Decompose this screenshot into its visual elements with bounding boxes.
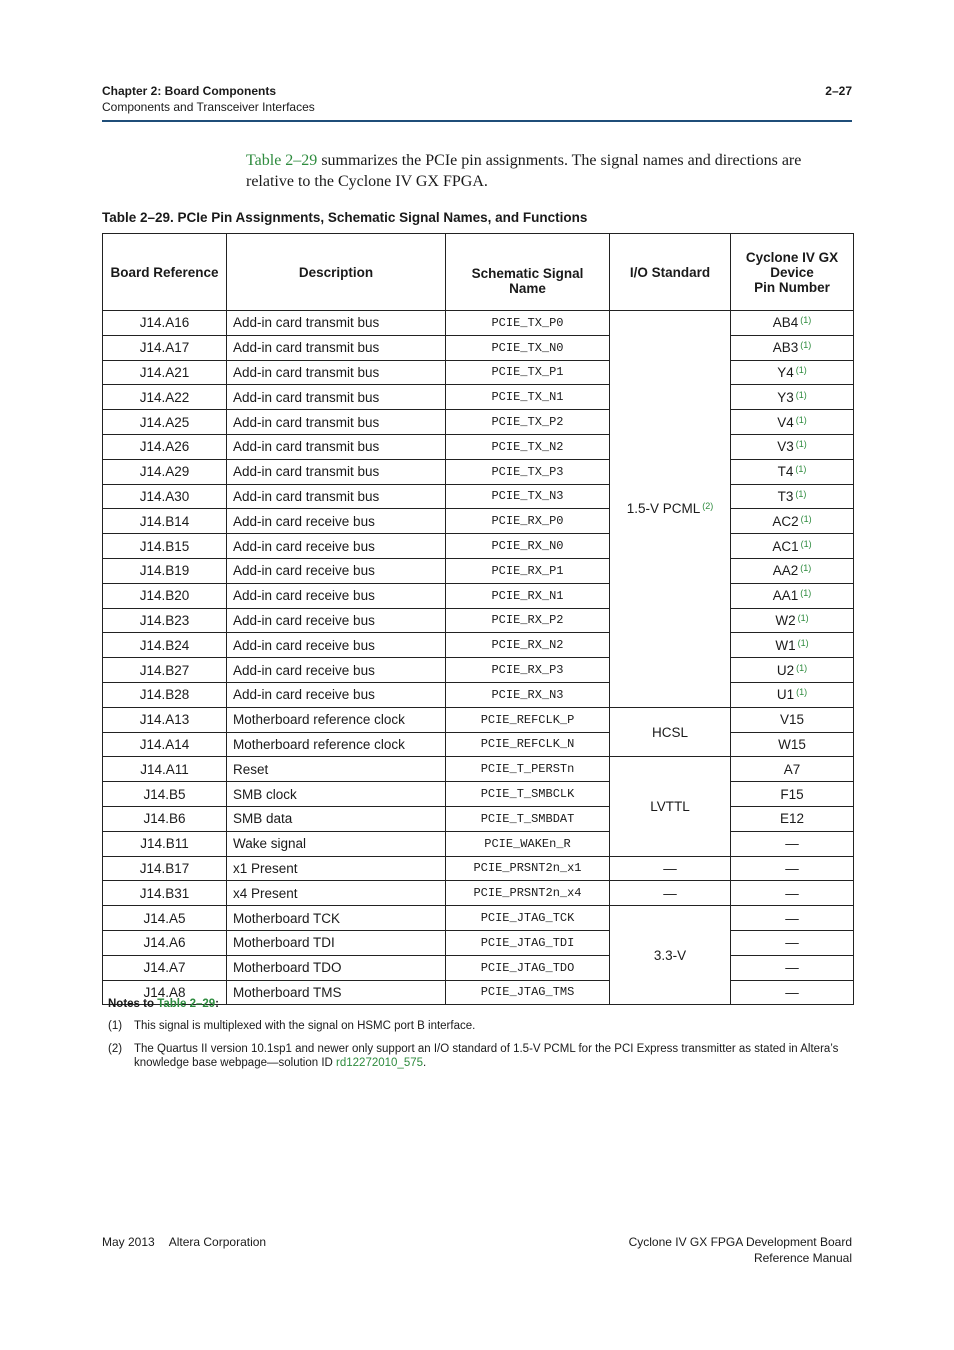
signal-name-cell: PCIE_T_SMBCLK [446,782,610,807]
notes-table-link[interactable]: Table 2–29 [157,998,216,1010]
header-io-standard: I/O Standard [610,234,731,311]
board-reference-cell: J14.B27 [103,658,227,683]
board-reference-cell: J14.B6 [103,806,227,831]
signal-name-cell: PCIE_T_PERSTn [446,757,610,782]
description-cell: Add-in card receive bus [227,583,446,608]
table-row [103,534,854,559]
footnote-ref[interactable]: (1) [800,513,812,524]
board-reference-cell: J14.A17 [103,335,227,360]
board-reference-cell: J14.A8 [103,980,227,1005]
pin-number-cell: — [731,980,854,1005]
table-row [103,335,854,360]
footer-company: Altera Corporation [168,1235,267,1249]
footnote-ref[interactable]: (1) [800,563,812,574]
board-reference-cell: J14.B5 [103,782,227,807]
table-header-row [103,234,854,311]
io-standard-cell: — [610,856,731,881]
signal-name-cell: PCIE_TX_N3 [446,484,610,509]
board-reference-cell: J14.A22 [103,385,227,410]
board-reference-cell: J14.B14 [103,509,227,534]
board-reference-cell: J14.B19 [103,558,227,583]
description-cell: Add-in card transmit bus [227,360,446,385]
table-row [103,608,854,633]
footnote-ref[interactable]: (1) [797,612,809,623]
table-row [103,682,854,707]
pin-number-cell: AB3 $^{(1)}$ [731,335,854,360]
table-row [103,757,854,782]
table-notes [108,998,852,1070]
footnote-ref[interactable]: (1) [800,340,812,351]
signal-name-cell: PCIE_TX_P1 [446,360,610,385]
header-rule [102,120,852,122]
io-standard-cell: 1.5-V PCML $^{(2)}$ [610,311,731,708]
description-cell: Add-in card transmit bus [227,385,446,410]
footnote-ref[interactable]: (1) [796,662,808,673]
footnote-ref[interactable]: (1) [795,389,807,400]
signal-name-cell: PCIE_TX_N0 [446,335,610,360]
footnote-ref[interactable]: (1) [800,538,812,549]
footnote-ref[interactable]: (1) [796,687,808,698]
signal-name-cell: PCIE_RX_P1 [446,558,610,583]
description-cell: Add-in card transmit bus [227,311,446,336]
table-row [103,484,854,509]
io-standard-cell: 3.3-V [610,906,731,1005]
pin-number-cell: Y3 $^{(1)}$ [731,385,854,410]
table-row [103,732,854,757]
pin-number-cell: Y4 $^{(1)}$ [731,360,854,385]
description-cell: Reset [227,757,446,782]
board-reference-cell: J14.B31 [103,881,227,906]
pin-number-cell: T3 $^{(1)}$ [731,484,854,509]
note-2: (2) The Quartus II version 10.1sp1 and newer only support an I/O standard of 1.5-V PCML for the PCI Express transmitter as stated in Altera’s knowledge base webpage—solution ID rd12272010_575. [108,1043,839,1069]
description-cell: Add-in card receive bus [227,558,446,583]
table-reference-link[interactable]: Table 2–29 [246,152,318,169]
description-cell: SMB data [227,806,446,831]
description-cell: Motherboard TDI [227,930,446,955]
intro-paragraph [246,150,852,192]
board-reference-cell: J14.A21 [103,360,227,385]
description-cell: Add-in card receive bus [227,608,446,633]
board-reference-cell: J14.A14 [103,732,227,757]
description-cell: Add-in card transmit bus [227,434,446,459]
table-row [103,955,854,980]
signal-name-cell: PCIE_RX_N0 [446,534,610,559]
pin-number-cell: T4 $^{(1)}$ [731,459,854,484]
table-row [103,558,854,583]
signal-name-cell: PCIE_RX_P2 [446,608,610,633]
signal-name-cell: PCIE_TX_N2 [446,434,610,459]
footnote-ref[interactable]: (1) [800,588,812,599]
pin-number-cell: — [731,856,854,881]
pin-number-cell: AA1 $^{(1)}$ [731,583,854,608]
table-row [103,633,854,658]
description-cell: SMB clock [227,782,446,807]
table-row [103,930,854,955]
description-cell: Add-in card transmit bus [227,410,446,435]
pin-number-cell: F15 [731,782,854,807]
board-reference-cell: J14.A6 [103,930,227,955]
table-row [103,311,854,336]
board-reference-cell: J14.B15 [103,534,227,559]
board-reference-cell: J14.A16 [103,311,227,336]
table-row [103,658,854,683]
pin-number-cell: — [731,906,854,931]
board-reference-cell: J14.B24 [103,633,227,658]
table-row [103,410,854,435]
pin-number-cell: — [731,955,854,980]
table-row [103,831,854,856]
footnote-ref[interactable]: (2) [702,501,714,512]
pin-assignment-table [102,233,854,1005]
page-header [102,84,852,114]
notes-title: Notes to Table 2–29: [108,998,220,1010]
io-standard-cell: LVTTL [610,757,731,856]
signal-name-cell: PCIE_JTAG_TCK [446,906,610,931]
board-reference-cell: J14.B11 [103,831,227,856]
page-footer [102,1234,852,1265]
header-signal-name: Schematic Signal Name [446,234,610,311]
signal-name-cell: PCIE_JTAG_TMS [446,980,610,1005]
board-reference-cell: J14.A26 [103,434,227,459]
pin-number-cell: AA2 $^{(1)}$ [731,558,854,583]
description-cell: Motherboard reference clock [227,707,446,732]
signal-name-cell: PCIE_JTAG_TDI [446,930,610,955]
footnote-ref[interactable]: (1) [797,637,809,648]
signal-name-cell: PCIE_RX_P0 [446,509,610,534]
footnote-ref[interactable]: (1) [800,315,812,326]
signal-name-cell: PCIE_JTAG_TDO [446,955,610,980]
description-cell: Motherboard TCK [227,906,446,931]
table-row [103,434,854,459]
pin-number-cell: — [731,881,854,906]
header-board-reference: Board Reference [103,234,227,311]
table-row [103,782,854,807]
table-row [103,856,854,881]
board-reference-cell: J14.A5 [103,906,227,931]
pin-number-cell: W2 $^{(1)}$ [731,608,854,633]
board-reference-cell: J14.A13 [103,707,227,732]
description-cell: Add-in card transmit bus [227,335,446,360]
signal-name-cell: PCIE_TX_N1 [446,385,610,410]
board-reference-cell: J14.B20 [103,583,227,608]
board-reference-cell: J14.B17 [103,856,227,881]
description-cell: Add-in card receive bus [227,633,446,658]
signal-name-cell: PCIE_REFCLK_N [446,732,610,757]
pin-number-cell: AC2 $^{(1)}$ [731,509,854,534]
pin-number-cell: U1 $^{(1)}$ [731,682,854,707]
board-reference-cell: J14.A30 [103,484,227,509]
signal-name-cell: PCIE_REFCLK_P [446,707,610,732]
intro-text: summarizes the PCIe pin assignments. The signal names and directions are relative to the Cyclone IV GX FPGA. [246,152,802,190]
section-title: Components and Transceiver Interfaces [102,100,315,114]
io-standard-cell: HCSL [610,707,731,757]
table-row [103,509,854,534]
signal-name-cell: PCIE_RX_N1 [446,583,610,608]
header-pin-number: Cyclone IV GX Device Pin Number [731,234,854,311]
board-reference-cell: J14.B23 [103,608,227,633]
pin-number-cell: V3 $^{(1)}$ [731,434,854,459]
pin-number-cell: U2 $^{(1)}$ [731,658,854,683]
description-cell: Add-in card receive bus [227,534,446,559]
pin-number-cell: — [731,930,854,955]
pin-number-cell: V4 $^{(1)}$ [731,410,854,435]
signal-name-cell: PCIE_RX_N3 [446,682,610,707]
board-reference-cell: J14.A11 [103,757,227,782]
pin-number-cell: A7 [731,757,854,782]
signal-name-cell: PCIE_RX_N2 [446,633,610,658]
signal-name-cell: PCIE_T_SMBDAT [446,806,610,831]
pin-number-cell: W1 $^{(1)}$ [731,633,854,658]
pin-number-cell: AC1 $^{(1)}$ [731,534,854,559]
footnote-ref[interactable]: (1) [795,439,807,450]
signal-name-cell: PCIE_RX_P3 [446,658,610,683]
pin-number-cell: AB4 $^{(1)}$ [731,311,854,336]
description-cell: Motherboard TMS [227,980,446,1005]
footer-document: Cyclone IV GX FPGA Development Board Reference Manual [628,1235,852,1265]
table-row [103,906,854,931]
description-cell: x4 Present [227,881,446,906]
description-cell: Add-in card receive bus [227,658,446,683]
signal-name-cell: PCIE_WAKEn_R [446,831,610,856]
table-body [103,311,854,1005]
board-reference-cell: J14.B28 [103,682,227,707]
footer-date: May 2013 [102,1235,155,1249]
table-row [103,385,854,410]
signal-name-cell: PCIE_PRSNT2n_x1 [446,856,610,881]
description-cell: Add-in card transmit bus [227,459,446,484]
table-title: Table 2–29. PCIe Pin Assignments, Schematic Signal Names, and Functions [102,210,588,225]
pin-number-cell: — [731,831,854,856]
note-1: (1) This signal is multiplexed with the signal on HSMC port B interface. [108,1020,476,1032]
description-cell: Add-in card receive bus [227,509,446,534]
signal-name-cell: PCIE_TX_P2 [446,410,610,435]
table-row [103,583,854,608]
table-row [103,707,854,732]
footnote-ref[interactable]: (1) [795,488,807,499]
footnote-ref[interactable]: (1) [795,414,807,425]
board-reference-cell: J14.A29 [103,459,227,484]
description-cell: Add-in card transmit bus [227,484,446,509]
pin-number-cell: E12 [731,806,854,831]
table-row [103,459,854,484]
board-reference-cell: J14.A7 [103,955,227,980]
description-cell: Motherboard reference clock [227,732,446,757]
page-number: 2–27 [825,84,852,98]
header-description: Description [227,234,446,311]
pin-number-cell: V15 [731,707,854,732]
chapter-title: Chapter 2: Board Components [102,84,277,98]
pin-number-cell: W15 [731,732,854,757]
signal-name-cell: PCIE_PRSNT2n_x4 [446,881,610,906]
description-cell: Motherboard TDO [227,955,446,980]
description-cell: Wake signal [227,831,446,856]
table-row [103,806,854,831]
signal-name-cell: PCIE_TX_P0 [446,311,610,336]
io-standard-cell: — [610,881,731,906]
description-cell: Add-in card receive bus [227,682,446,707]
description-cell: x1 Present [227,856,446,881]
board-reference-cell: J14.A25 [103,410,227,435]
table-row [103,360,854,385]
footnote-ref[interactable]: (1) [795,364,807,375]
signal-name-cell: PCIE_TX_P3 [446,459,610,484]
solution-id-link[interactable]: rd12272010_575 [336,1057,424,1069]
table-row [103,881,854,906]
footnote-ref[interactable]: (1) [795,464,807,475]
